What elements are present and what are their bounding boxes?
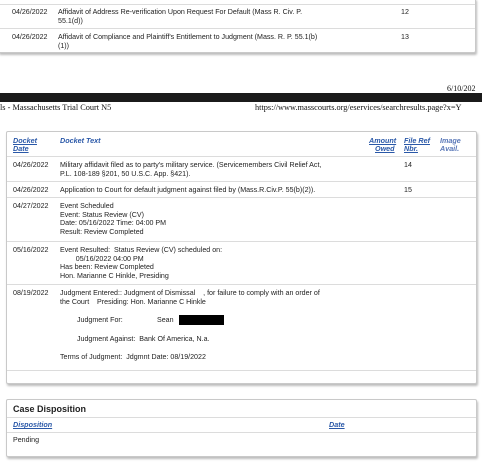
docket-text: 05/16/2022 04:00 PM: [60, 254, 144, 263]
judgment-terms: Terms of Judgment: Jdgmnt Date: 08/19/2022: [60, 353, 206, 361]
docket-text: (1)): [58, 41, 70, 50]
docket-text: the Court Presiding: Hon. Marianne C Hinkle: [60, 297, 206, 306]
header-date[interactable]: Date: [329, 420, 345, 429]
docket-text: Event Resulted: Status Review (CV) scheduled on:: [60, 246, 223, 254]
table-row: [7, 284, 476, 371]
header-amount-owed[interactable]: Amount: [369, 136, 397, 145]
file-ref: 15: [404, 186, 412, 194]
docket-text: Result: Review Completed: [60, 227, 144, 236]
judgment-for-name: Sean: [157, 316, 174, 324]
header-docket-date[interactable]: Date: [13, 144, 29, 153]
disposition-value: Pending: [13, 436, 40, 444]
case-disposition-panel: [6, 399, 477, 457]
table-row: [7, 432, 476, 449]
docket-text: Hon. Marianne C Hinkle, Presiding: [60, 271, 169, 280]
print-header-url: https://www.masscourts.org/eservices/searchresults.page?x=Y: [255, 103, 462, 112]
docket-text: Military affidavit filed as to party's military service. (Servicemembers Civil Relief Act,: [60, 161, 322, 169]
file-ref: 12: [401, 8, 409, 16]
docket-text: Date: 05/16/2022 Time: 04:00 PM: [60, 219, 167, 227]
header-file-ref[interactable]: Nbr.: [404, 144, 418, 153]
docket-text: 55.1(d)): [58, 16, 83, 25]
docket-date: 08/19/2022: [13, 289, 49, 297]
docket-text: Event: Status Review (CV): [60, 210, 144, 219]
docket-text: Event Scheduled: [60, 202, 114, 210]
docket-text: P.L. 108-189 §201, 50 U.S.C. App. §421).: [60, 169, 191, 178]
page-break-bar: [0, 93, 482, 102]
docket-date: 04/26/2022: [13, 161, 49, 169]
table-row: [7, 156, 476, 182]
header-image-avail: Image: [440, 136, 461, 145]
table-row: [7, 181, 476, 198]
table-divider: [7, 370, 476, 371]
docket-text: Application to Court for default judgment against filed by (Mass.R.Civ.P. 55(b)(2)).: [60, 186, 316, 194]
header-image-avail: Avail.: [440, 144, 460, 153]
docket-date: 04/26/2022: [12, 33, 48, 41]
docket-text: Judgment Entered:: Judgment of Dismissal , for failure to comply with an order of: [60, 289, 320, 297]
file-ref: 14: [404, 161, 412, 169]
print-header-title: ls - Massachusetts Trial Court N5: [0, 103, 112, 112]
docket-table: [6, 131, 477, 384]
docket-text: Has been: Review Completed: [60, 263, 154, 271]
judgment-against: Judgment Against: Bank Of America, N.a.: [77, 335, 210, 343]
docket-text: Affidavit of Address Re-verification Upon Request For Default (Mass R. Civ. P.: [58, 8, 303, 16]
docket-date: 04/27/2022: [13, 202, 49, 210]
file-ref: 13: [401, 33, 409, 41]
docket-date: 04/26/2022: [13, 186, 49, 194]
disposition-title: Case Disposition: [13, 404, 87, 414]
disposition-header-row: [7, 417, 476, 433]
judgment-for-label: Judgment For:: [77, 316, 123, 324]
docket-date: 05/16/2022: [13, 246, 49, 254]
table-row: [7, 241, 476, 285]
print-date: 6/10/202: [447, 84, 476, 93]
redaction-block: [179, 315, 224, 325]
header-docket-text: Docket Text: [60, 136, 101, 145]
header-file-ref[interactable]: File Ref: [404, 136, 430, 145]
table-row: [7, 197, 476, 242]
header-disposition[interactable]: Disposition: [13, 420, 53, 429]
top-docket-fragment: [0, 0, 476, 53]
table-row: [0, 4, 475, 29]
docket-date: 04/26/2022: [12, 8, 48, 16]
table-row: [0, 28, 475, 53]
header-docket-date[interactable]: Docket: [13, 136, 37, 145]
docket-text: Affidavit of Compliance and Plaintiff's Entitlement to Judgment (Mass. R. P. 55.1(b): [58, 33, 318, 41]
header-amount-owed[interactable]: Owed: [375, 144, 395, 153]
